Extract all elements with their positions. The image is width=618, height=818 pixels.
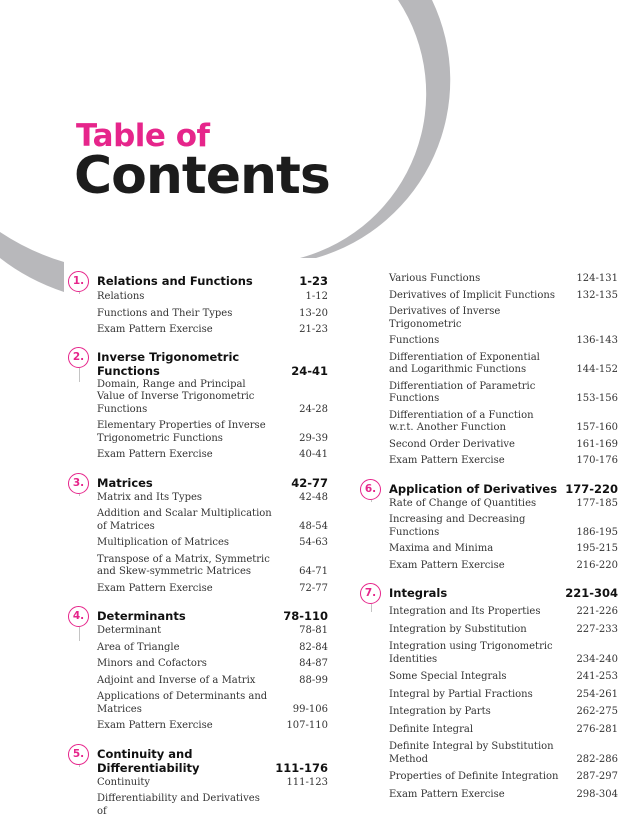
topic-item[interactable]: Rate of Change of Quantities 177-185: [360, 498, 618, 511]
chapter-number-badge: 6.: [360, 479, 381, 500]
topic-item[interactable]: Elementary Properties of Inverse Trigonometric Functions 29-39: [64, 420, 328, 445]
topic-item[interactable]: Exam Pattern Exercise 298-304: [360, 789, 618, 802]
topic-item[interactable]: Area of Triangle 82-84: [64, 642, 328, 655]
chapter-heading[interactable]: [360, 586, 618, 600]
topic-item[interactable]: Integration and Its Properties 221-226: [360, 606, 618, 619]
chapter-6: [360, 482, 618, 573]
topic-item[interactable]: Exam Pattern Exercise 107-110: [64, 720, 328, 733]
chapter-title: Determinants: [97, 609, 328, 623]
chapter-pages: 24-41: [291, 364, 328, 378]
chapter-5: [64, 747, 328, 818]
chapter-pages: 177-220: [565, 482, 618, 496]
chapter-number-badge: 2.: [68, 347, 89, 368]
topic-item[interactable]: Definite Integral 276-281: [360, 724, 618, 737]
chapter-4: [64, 609, 328, 733]
chapter-heading[interactable]: [64, 609, 328, 623]
chapter-number-badge: 4.: [68, 606, 89, 627]
chapter-2: [64, 350, 328, 462]
chapter-number-badge: 3.: [68, 473, 89, 494]
topic-item[interactable]: Maxima and Minima 195-215: [360, 543, 618, 556]
topic-item[interactable]: Integration by Parts 262-275: [360, 706, 618, 719]
chapter-pages: 111-176: [275, 761, 328, 775]
chapter-title: Integrals: [389, 586, 618, 600]
chapter-pages: 1-23: [299, 274, 328, 288]
topic-item[interactable]: Differentiation of Parametric Functions 153-156: [360, 381, 618, 406]
topic-item[interactable]: Domain, Range and Principal Value of Inverse Trigonometric Functions 24-28: [64, 379, 328, 417]
topic-item[interactable]: Relations 1-12: [64, 291, 328, 304]
topic-item[interactable]: Exam Pattern Exercise 21-23: [64, 324, 328, 337]
chapter-number-badge: 1.: [68, 271, 89, 292]
chapter-7: [360, 586, 618, 801]
chapter-pages: 78-110: [283, 609, 328, 623]
chapter-pages: 42-77: [291, 476, 328, 490]
chapter-title: Relations and Functions: [97, 274, 328, 288]
topic-item[interactable]: Exam Pattern Exercise 72-77: [64, 583, 328, 596]
topic-item[interactable]: Applications of Determinants and Matrices 99-106: [64, 691, 328, 716]
chapter-number-badge: 5.: [68, 744, 89, 765]
topic-item[interactable]: Multiplication of Matrices 54-63: [64, 537, 328, 550]
topic-item[interactable]: Integration by Substitution 227-233: [360, 624, 618, 637]
topic-item[interactable]: Increasing and Decreasing Functions 186-195: [360, 514, 618, 539]
topic-item[interactable]: Functions 136-143: [360, 335, 618, 348]
left-column: [64, 265, 328, 818]
chapter-number-badge: 7.: [360, 583, 381, 604]
chapter-title: Matrices: [97, 476, 328, 490]
chapter-heading[interactable]: [64, 747, 328, 775]
topic-item[interactable]: Derivatives of Inverse Trigonometric: [360, 306, 618, 331]
topic-item[interactable]: Addition and Scalar Multiplication of Matrices 48-54: [64, 508, 328, 533]
topic-item[interactable]: Adjoint and Inverse of a Matrix 88-99: [64, 675, 328, 688]
chapter-title: Application of Derivatives: [389, 482, 618, 496]
topic-item[interactable]: Various Functions 124-131: [360, 273, 618, 286]
topic-item[interactable]: Determinant 78-81: [64, 625, 328, 638]
chapter-heading[interactable]: [64, 274, 328, 288]
topic-item[interactable]: Derivatives of Implicit Functions 132-135: [360, 290, 618, 303]
topic-item[interactable]: Properties of Definite Integration 287-297: [360, 771, 618, 784]
topic-item[interactable]: Differentiation of a Function w.r.t. Another Function 157-160: [360, 410, 618, 435]
chapter-title: Inverse Trigonometric Functions: [97, 350, 328, 378]
right-column: [360, 273, 618, 801]
chapter-pages: 221-304: [565, 586, 618, 600]
chapter-heading[interactable]: [64, 476, 328, 490]
topic-item[interactable]: Second Order Derivative 161-169: [360, 439, 618, 452]
title-line2: Contents: [74, 146, 330, 206]
topic-item[interactable]: Exam Pattern Exercise 216-220: [360, 560, 618, 573]
topic-item[interactable]: Matrix and Its Types 42-48: [64, 492, 328, 505]
chapter-3: [64, 476, 328, 596]
topic-item[interactable]: Minors and Cofactors 84-87: [64, 658, 328, 671]
topic-item[interactable]: Exam Pattern Exercise 170-176: [360, 455, 618, 468]
topic-item[interactable]: Differentiation of Exponential and Logarithmic Functions 144-152: [360, 352, 618, 377]
chapter-title: Continuity and Differentiability: [97, 747, 328, 775]
topic-item[interactable]: Differentiability and Derivatives of: [64, 793, 328, 818]
chapter-1: [64, 274, 328, 337]
topic-item[interactable]: Some Special Integrals 241-253: [360, 671, 618, 684]
chapter-connector-line: [79, 765, 80, 767]
topic-item[interactable]: Definite Integral by Substitution Method 282-286: [360, 741, 618, 766]
title-line1: Table of: [76, 118, 210, 154]
topic-item[interactable]: Transpose of a Matrix, Symmetric and Skew-symmetric Matrices 64-71: [64, 554, 328, 579]
topic-item[interactable]: Functions and Their Types 13-20: [64, 308, 328, 321]
chapter-heading[interactable]: [360, 482, 618, 496]
topic-item[interactable]: Exam Pattern Exercise 40-41: [64, 449, 328, 462]
topic-item[interactable]: Integration using Trigonometric Identities 234-240: [360, 641, 618, 666]
topic-item[interactable]: Integral by Partial Fractions 254-261: [360, 689, 618, 702]
topic-item[interactable]: Continuity 111-123: [64, 777, 328, 790]
chapter-heading[interactable]: [64, 350, 328, 378]
